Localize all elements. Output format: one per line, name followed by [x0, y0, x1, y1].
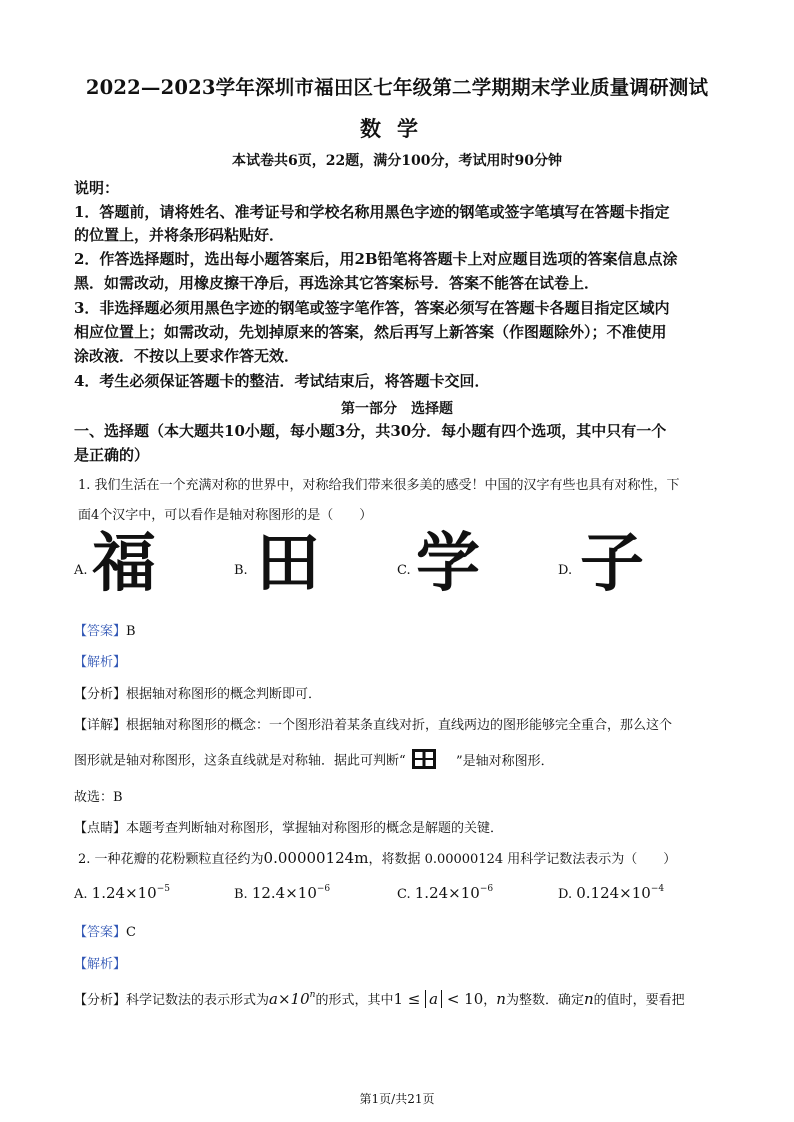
answer-tag: 【答案】 [74, 925, 127, 940]
q1-xiangjie [74, 714, 672, 733]
q1-analysis-tag [74, 651, 126, 670]
q1-answer [74, 620, 136, 639]
notes-line: 4．考生必须保证答题卡的整洁．考试结束后，将答题卡交回． [74, 372, 490, 390]
dianjing-text: 本题考查判断轴对称图形，掌握轴对称图形的概念是解题的关键． [126, 821, 504, 836]
option-mantissa: 0.124×10 [576, 884, 651, 902]
notes-line: 的位置上，并将条形码粘贴好． [74, 226, 285, 244]
q2-stem-post: ，将数据 0.00000124 用科学记数法表示为（ ） [368, 852, 677, 867]
fenxi-tag: 【分析】 [74, 687, 127, 702]
q1-option-d-label: D. [558, 563, 573, 578]
q1-option-b-char: 田 [256, 527, 320, 601]
option-mantissa: 12.4×10 [251, 884, 317, 902]
dianjing-tag: 【点睛】 [74, 821, 127, 836]
notes-line: 3．非选择题必须用黑色字迹的钢笔或签字笔作答，答案必须写在答题卡各题目指定区域内 [74, 299, 670, 317]
q2-fenxi [74, 989, 685, 1008]
fenxi-text-c: ， [483, 993, 497, 1008]
fenxi-text-b: 的形式，其中 [315, 993, 394, 1008]
fenxi-ineq-var: a [425, 990, 442, 1008]
q1-option-c-label: C. [397, 563, 411, 578]
notes-line: 涂改液．不按以上要求作答无效． [74, 347, 300, 365]
xiangjie-text: 根据轴对称图形的概念：一个图形沿着某条直线对折，直线两边的图形能够完全重合，那么这个 [126, 718, 673, 733]
fenxi-var-n2: n [583, 990, 594, 1008]
q2-option-d [558, 884, 664, 902]
q1-xiangjie-cont [74, 748, 554, 774]
answer-tag: 【答案】 [74, 624, 127, 639]
option-exponent: −6 [316, 884, 331, 894]
fenxi-ineq-b: < 10 [442, 990, 484, 1008]
fenxi-text-e: 的值时，要看把 [593, 993, 685, 1008]
answer-value: B [126, 624, 136, 639]
q1-fenxi [74, 683, 321, 702]
q2-option-c [397, 884, 493, 902]
notes-line: 2．作答选择题时，选出每小题答案后，用2B铅笔将答题卡上对应题目选项的答案信息点涂 [74, 250, 678, 268]
option-exponent: −4 [650, 884, 665, 894]
option-label: B. [234, 887, 248, 902]
fenxi-tag: 【分析】 [74, 993, 127, 1008]
fenxi-ineq-a: 1 ≤ [393, 990, 426, 1008]
answer-value: C [126, 925, 136, 940]
q1-stem-cont: 面4个汉字中，可以看作是轴对称图形的是（ ） [78, 508, 373, 523]
fenxi-expr: a×10 [269, 990, 310, 1008]
q1-choose: 故选：B [74, 790, 123, 805]
analysis-tag: 【解析】 [74, 655, 127, 670]
q1-option-a-label: A. [74, 563, 88, 578]
q2-answer [74, 921, 136, 940]
q2-option-a [74, 884, 170, 902]
notes-heading: 说明： [74, 179, 120, 197]
analysis-tag: 【解析】 [74, 957, 127, 972]
option-label: D. [558, 887, 573, 902]
subject-heading: 数学 [360, 116, 434, 141]
option-mantissa: 1.24×10 [414, 884, 480, 902]
fenxi-var-n: n [496, 990, 506, 1008]
notes-line: 1．答题前，请将姓名、准考证号和学校名称用黑色字迹的钢笔或签字笔填写在答题卡指定 [74, 203, 670, 221]
q1-stem: 1. 我们生活在一个充满对称的世界中，对称给我们带来很多美的感受！中国的汉字有些也具有对称性，下 [78, 478, 680, 493]
option-label: A. [74, 887, 88, 902]
xiangjie-text-post: ”是轴对称图形． [455, 753, 554, 769]
section-heading-cont: 是正确的） [74, 446, 150, 464]
section-heading: 一、选择题（本大题共10小题，每小题3分，共30分．每小题有四个选项，其中只有一个 [74, 422, 667, 440]
q1-dianjing [74, 817, 503, 836]
option-label: C. [397, 887, 411, 902]
page-footer: 第1页/共21页 [359, 1092, 435, 1106]
page-title: 2022—2023学年深圳市福田区七年级第二学期期末学业质量调研测试 [85, 76, 709, 99]
q2-stem-number: 0.00000124m [263, 849, 369, 867]
fenxi-exp-n: n [309, 990, 316, 1000]
q1-option-b-label: B. [234, 563, 248, 578]
q1-option-d-char: 子 [580, 527, 644, 601]
field-character-icon [410, 748, 438, 774]
notes-line: 黑．如需改动，用橡皮擦干净后，再选涂其它答案标号．答案不能答在试卷上． [74, 274, 600, 292]
fenxi-text-a: 科学记数法的表示形式为 [126, 993, 270, 1008]
option-mantissa: 1.24×10 [91, 884, 157, 902]
option-exponent: −6 [479, 884, 494, 894]
xiangjie-text-pre: 图形就是轴对称图形，这条直线就是对称轴．据此可判断“ [74, 753, 406, 769]
fenxi-text-d: 为整数．确定 [505, 993, 584, 1008]
q2-analysis-tag [74, 953, 126, 972]
q2-stem [78, 848, 676, 867]
option-exponent: −5 [156, 884, 171, 894]
q2-option-b [234, 884, 330, 902]
q2-stem-pre: 2. 一种花瓣的花粉颗粒直径约为 [78, 852, 264, 867]
xiangjie-tag: 【详解】 [74, 718, 127, 733]
part-heading: 第一部分 选择题 [341, 401, 453, 417]
fenxi-text: 根据轴对称图形的概念判断即可． [126, 687, 322, 702]
exam-info: 本试卷共6页，22题，满分100分，考试用时90分钟 [232, 153, 562, 169]
q1-option-a-char: 福 [92, 527, 156, 601]
notes-line: 相应位置上；如需改动，先划掉原来的答案，然后再写上新答案（作图题除外）；不准使用 [74, 323, 667, 341]
q1-option-c-char: 学 [416, 527, 480, 601]
